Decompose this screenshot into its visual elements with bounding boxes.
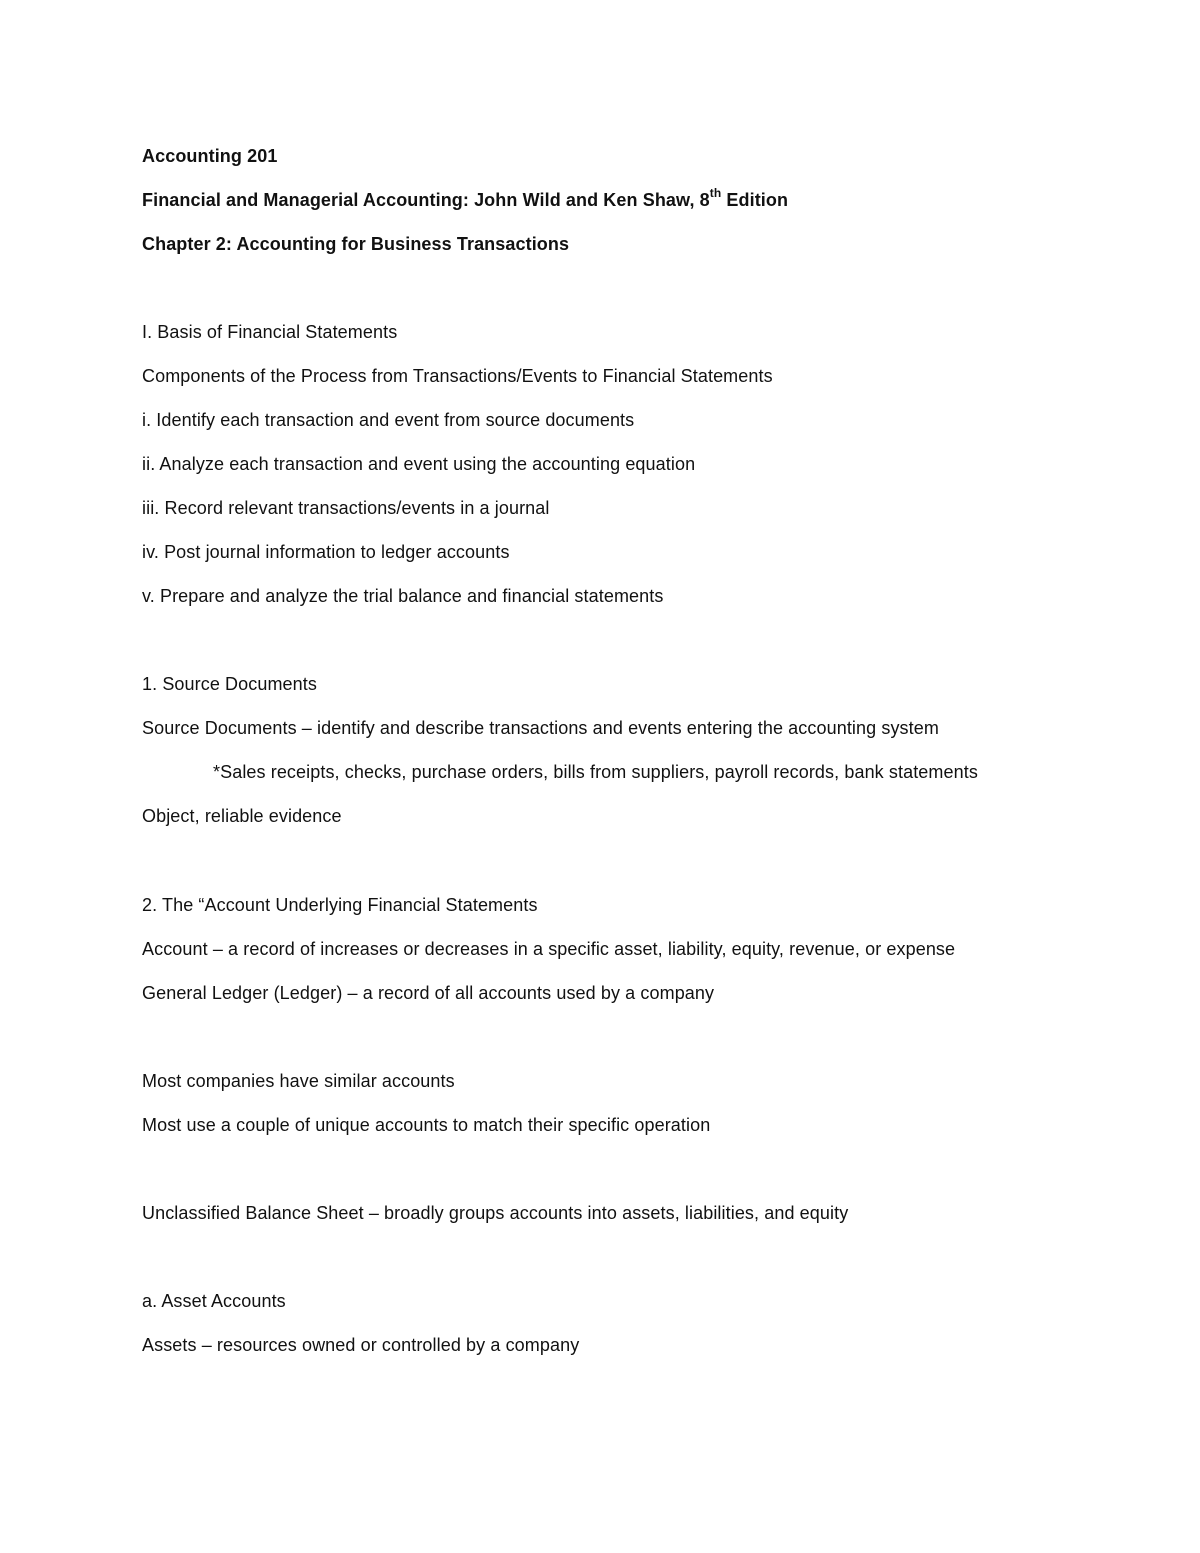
source-documents-examples: *Sales receipts, checks, purchase orders, bills from suppliers, payroll records, bank statements (213, 762, 978, 782)
section-heading-accounts: 2. The “Account Underlying Financial Statements (142, 895, 538, 915)
section-heading-asset-accounts: a. Asset Accounts (142, 1291, 286, 1311)
process-step: iii. Record relevant transactions/events in a journal (142, 498, 550, 518)
chapter-title: Chapter 2: Accounting for Business Transactions (142, 234, 570, 254)
process-step: i. Identify each transaction and event from source documents (142, 410, 635, 430)
course-title: Accounting 201 (142, 146, 278, 166)
book-title-prefix: Financial and Managerial Accounting: John Wild and Ken Shaw, 8 (142, 190, 710, 210)
process-step: ii. Analyze each transaction and event using the accounting equation (142, 454, 696, 474)
section-heading-basis: I. Basis of Financial Statements (142, 322, 398, 342)
source-documents-evidence: Object, reliable evidence (142, 806, 342, 826)
book-title (142, 186, 789, 211)
section-heading-source-documents: 1. Source Documents (142, 674, 317, 694)
assets-definition: Assets – resources owned or controlled by a company (142, 1335, 580, 1355)
source-documents-definition: Source Documents – identify and describe transactions and events entering the accounting system (142, 718, 939, 738)
accounts-note: Most use a couple of unique accounts to match their specific operation (142, 1115, 711, 1135)
balance-sheet-definition: Unclassified Balance Sheet – broadly groups accounts into assets, liabilities, and equity (142, 1203, 849, 1223)
accounts-note: Most companies have similar accounts (142, 1071, 455, 1091)
process-subheading: Components of the Process from Transactions/Events to Financial Statements (142, 366, 773, 386)
book-title-suffix: Edition (721, 190, 789, 210)
book-title-superscript: th (709, 186, 722, 200)
ledger-definition: General Ledger (Ledger) – a record of all accounts used by a company (142, 983, 715, 1003)
process-step: v. Prepare and analyze the trial balance and financial statements (142, 586, 664, 606)
account-definition: Account – a record of increases or decreases in a specific asset, liability, equity, revenue, or expense (142, 939, 956, 959)
process-step: iv. Post journal information to ledger accounts (142, 542, 510, 562)
